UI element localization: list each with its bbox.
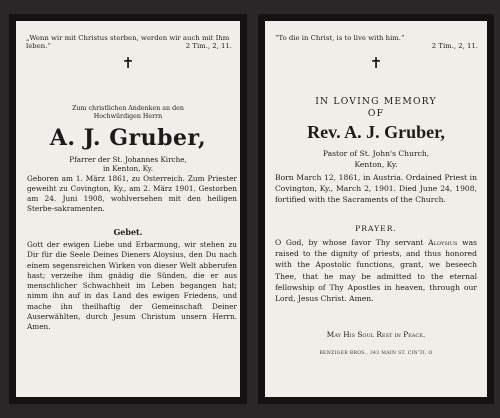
english-prayer-title: PRAYER. — [355, 224, 397, 233]
prayer-name-aloysius: Aloysius — [428, 238, 458, 247]
german-card-page — [16, 21, 240, 397]
english-prayer — [275, 237, 477, 304]
of-heading: OF — [367, 108, 385, 119]
english-verse: “To die in Christ, is to live with him.” — [275, 34, 405, 42]
english-position-line1: Pastor of St. John's Church, — [322, 149, 430, 158]
english-verse-reference: 2 Tim., 2, 11. — [431, 42, 478, 50]
german-verse: „Wenn wir mit Christus sterben, werden wir auch mit Ihm leben.“ — [26, 34, 230, 50]
german-verse-reference: 2 Tim., 2, 11. — [185, 42, 232, 50]
english-name: Rev. A. J. Gruber, — [307, 122, 445, 142]
german-prayer-title: Gebet. — [113, 227, 143, 237]
in-loving-memory-heading: IN LOVING MEMORY — [315, 96, 437, 107]
german-name: A. J. Gruber, — [49, 125, 207, 151]
german-position-line1: Pfarrer der St. Johannes Kirche, — [69, 155, 187, 164]
german-prayer: Gott der ewigen Liebe und Erbarmung, wir stehen zu Dir für die Seele Deines Dieners Aloysius, den Du nach einem segensreichen Wirken von dieser Welt abberufen hast; verzeihe ihm gnädig die Sünden, die er aus menschlicher Schwachheit im Leben begangen hat; nimm ihn auf in das Land des ewigen Friedens, und mache ihn theilhaftig der Gemeinschaft Deiner Auserwählten, durch Jesum Christum unsern Herrn. Amen. — [27, 240, 237, 332]
english-cross-icon: ✝ — [369, 54, 383, 72]
german-memorial-card — [9, 14, 247, 404]
rest-in-peace: May His Soul Rest in Peace. — [326, 330, 426, 339]
german-dedication-line1: Zum christlichen Andenken an den — [72, 105, 184, 112]
prayer-part2: was raised to the dignity of priests, and thus honored with the Apostolic functions, grant, we beseech Thee, that he may be admitted to the eternal fellowship of Thy Apostles in heaven, through our Lord, Jesus Christ. Amen. — [275, 238, 477, 304]
german-position-line2: in Kenton, Ky. — [103, 164, 153, 173]
english-card-page — [265, 21, 487, 397]
english-memorial-card — [258, 14, 494, 404]
german-cross-icon: ✝ — [121, 54, 135, 72]
english-position-line2: Kenton, Ky. — [354, 160, 398, 169]
german-biography: Geboren am 1. März 1861, zu Osterreich. Zum Priester geweiht zu Covington, Ky., am 2. März 1901. Gestorben am 24. Juni 1908, wohlversehen mit den heiligen Sterbe-sakramenten. — [27, 174, 237, 213]
german-dedication-line2: Hochwürdigen Herrn — [93, 113, 163, 120]
prayer-part1: O God, by whose favor Thy servant — [275, 238, 429, 247]
printer-imprint: BENZIGER BROS., 343 MAIN ST. CIN'TI, O — [319, 351, 433, 356]
english-biography: Born March 12, 1861, in Austria. Ordained Priest in Covington, Ky., March 2, 1901. Died June 24, 1908, fortified with the Sacraments of the Church. — [275, 173, 477, 204]
